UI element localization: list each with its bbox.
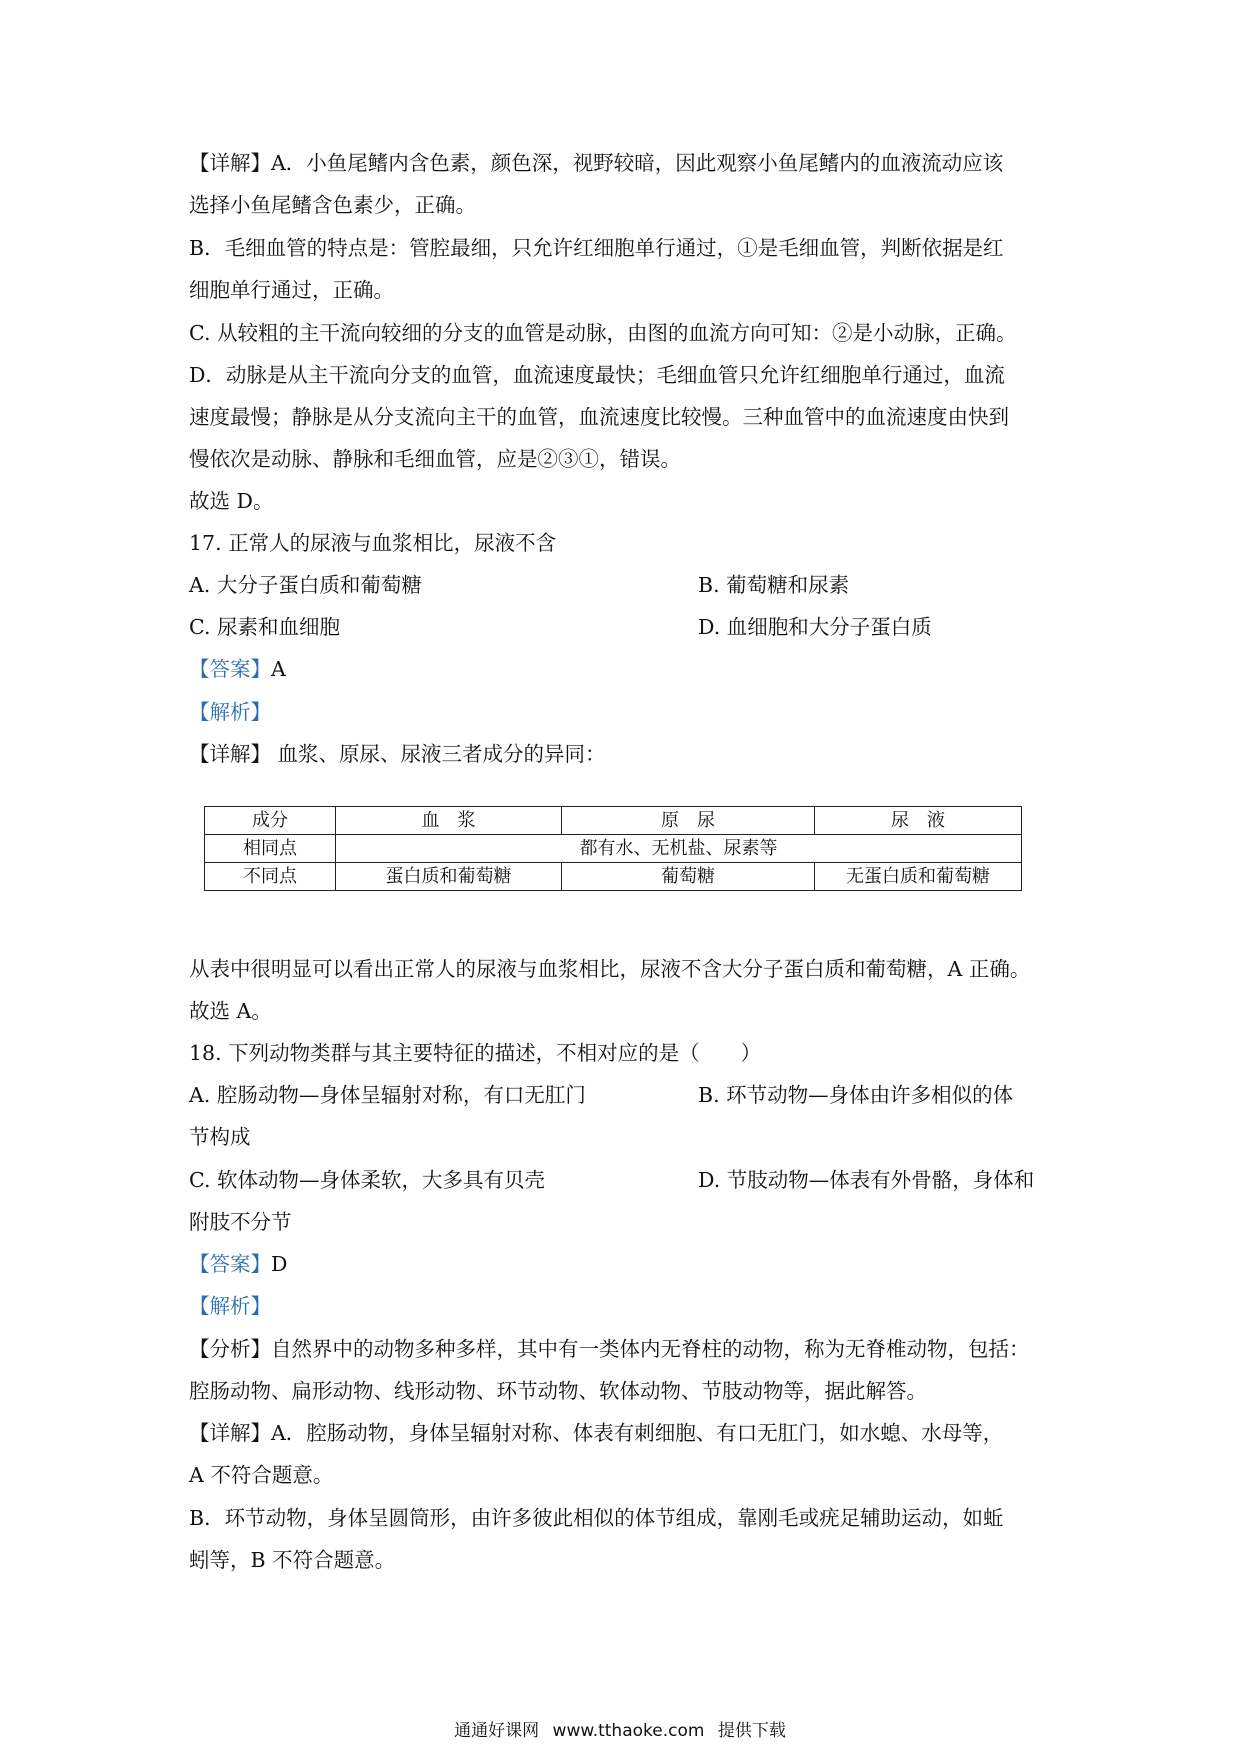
table-cell: 无蛋白质和葡萄糖 (815, 863, 1022, 891)
q18-fenxi-line1: 【分析】自然界中的动物多种多样，其中有一类体内无脊柱的动物，称为无脊椎动物，包括： (189, 1337, 1030, 1361)
q16-detail-line2: 选择小鱼尾鳍含色素少，正确。 (189, 193, 476, 217)
q16-detail-line4: 细胞单行通过，正确。 (189, 278, 394, 302)
q17-conclusion: 从表中很明显可以看出正常人的尿液与血浆相比，尿液不含大分子蛋白质和葡萄糖，A 正确。 (189, 957, 1031, 981)
table-cell: 相同点 (205, 835, 336, 863)
table-cell: 尿 液 (815, 807, 1022, 835)
footer-note: 提供下载 (717, 1721, 786, 1741)
page-footer (0, 1716, 1240, 1741)
q18-detail-line3: B．环节动物，身体呈圆筒形，由许多彼此相似的体节组成，靠刚毛或疣足辅助运动，如蚯 (189, 1506, 1004, 1530)
q16-detail-line1: 【详解】A．小鱼尾鳍内含色素，颜色深，视野较暗，因此观察小鱼尾鳍内的血液流动应该 (189, 151, 1004, 175)
q18-detail-line4: 蚓等，B 不符合题意。 (189, 1548, 396, 1572)
q17-answer: 【答案】A (189, 657, 286, 681)
q18-option-d: D. 节肢动物—体表有外骨骼，身体和 (698, 1168, 1035, 1192)
comparison-table (204, 806, 1022, 891)
q17-option-d: D. 血细胞和大分子蛋白质 (698, 615, 932, 639)
q18-analysis-label: 【解析】 (189, 1294, 271, 1318)
q18-detail-line1: 【详解】A．腔肠动物，身体呈辐射对称、体表有刺细胞、有口无肛门，如水螅、水母等， (189, 1421, 1004, 1445)
q18-stem: 18. 下列动物类群与其主要特征的描述，不相对应的是（ ） (189, 1041, 762, 1065)
table-row (205, 807, 1022, 835)
table-cell: 原 尿 (562, 807, 815, 835)
q16-detail-line8: 慢依次是动脉、静脉和毛细血管，应是②③①，错误。 (189, 447, 681, 471)
q16-detail-line3: B．毛细血管的特点是：管腔最细，只允许红细胞单行通过，①是毛细血管，判断依据是红 (189, 236, 1004, 260)
q18-option-c: C. 软体动物—身体柔软，大多具有贝壳 (189, 1168, 545, 1192)
table-cell: 葡萄糖 (562, 863, 815, 891)
q16-detail-line6: D．动脉是从主干流向分支的血管，血流速度最快；毛细血管只允许红细胞单行通过，血流 (189, 363, 1005, 387)
table-row (205, 835, 1022, 863)
q18-option-b-cont: 节构成 (189, 1125, 251, 1149)
q18-option-d-cont: 附肢不分节 (189, 1210, 292, 1234)
q17-stem: 17. 正常人的尿液与血浆相比，尿液不含 (189, 531, 557, 555)
table-cell: 血 浆 (336, 807, 562, 835)
q17-option-a: A. 大分子蛋白质和葡萄糖 (189, 573, 422, 597)
footer-url[interactable]: www.tthaoke.com (552, 1721, 705, 1741)
table-row (205, 863, 1022, 891)
q18-option-a: A. 腔肠动物—身体呈辐射对称，有口无肛门 (189, 1083, 586, 1107)
table-cell: 蛋白质和葡萄糖 (336, 863, 562, 891)
table-cell: 都有水、无机盐、尿素等 (336, 835, 1022, 863)
q16-detail-line5: C. 从较粗的主干流向较细的分支的血管是动脉，由图的血流方向可知：②是小动脉，正确。 (189, 321, 1017, 345)
q16-choice: 故选 D。 (189, 489, 274, 513)
table-cell: 成分 (205, 807, 336, 835)
q17-option-b: B. 葡萄糖和尿素 (698, 573, 850, 597)
q16-detail-line7: 速度最慢；静脉是从分支流向主干的血管，血流速度比较慢。三种血管中的血流速度由快到 (189, 405, 1009, 429)
q17-option-c: C. 尿素和血细胞 (189, 615, 340, 639)
table-cell: 不同点 (205, 863, 336, 891)
q17-detail: 【详解】 血浆、原尿、尿液三者成分的异同： (189, 742, 606, 766)
footer-site-name: 通通好课网 (454, 1721, 540, 1741)
q18-fenxi-line2: 腔肠动物、扁形动物、线形动物、环节动物、软体动物、节肢动物等，据此解答。 (189, 1379, 927, 1403)
q17-analysis-label: 【解析】 (189, 700, 271, 724)
q17-choice: 故选 A。 (189, 999, 272, 1023)
q18-option-b: B. 环节动物—身体由许多相似的体 (698, 1083, 1014, 1107)
q18-answer: 【答案】D (189, 1252, 288, 1276)
q18-detail-line2: A 不符合题意。 (189, 1463, 334, 1487)
